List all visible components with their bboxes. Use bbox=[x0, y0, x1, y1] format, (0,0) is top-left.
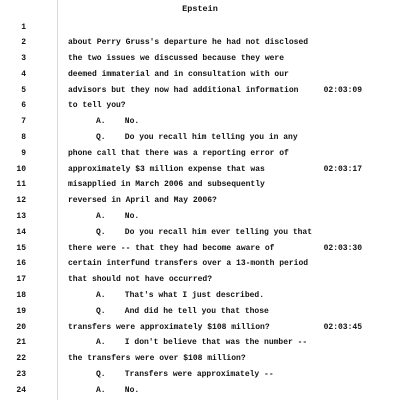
line-number: 15 bbox=[16, 243, 26, 253]
line-number: 6 bbox=[21, 101, 26, 111]
line-number: 7 bbox=[21, 117, 26, 127]
transcript-line bbox=[0, 256, 400, 272]
line-text: there were -- that they had become aware of bbox=[68, 243, 275, 253]
transcript-line bbox=[0, 83, 400, 99]
timestamp: 02:03:45 bbox=[323, 322, 362, 332]
line-text: Q. Do you recall him ever telling you that bbox=[96, 227, 313, 237]
transcript-line bbox=[0, 193, 400, 209]
transcript-line bbox=[0, 335, 400, 351]
transcript-line bbox=[0, 320, 400, 336]
line-text: the two issues we discussed because they were bbox=[68, 54, 285, 64]
line-number: 5 bbox=[21, 85, 26, 95]
line-number: 2 bbox=[21, 38, 26, 48]
line-text: A. I don't believe that was the number -- bbox=[96, 338, 308, 348]
line-text: transfers were approximately $108 million? bbox=[68, 322, 270, 332]
line-number: 12 bbox=[16, 196, 26, 206]
line-number: 21 bbox=[16, 338, 26, 348]
transcript-line bbox=[0, 20, 400, 36]
transcript-lines bbox=[0, 20, 400, 399]
line-number: 9 bbox=[21, 148, 26, 158]
timestamp: 02:03:30 bbox=[323, 243, 362, 253]
line-text: reversed in April and May 2006? bbox=[68, 196, 217, 206]
transcript-line bbox=[0, 225, 400, 241]
line-text: A. No. bbox=[96, 212, 140, 222]
transcript-line bbox=[0, 98, 400, 114]
line-number: 24 bbox=[16, 385, 26, 395]
page-header: Epstein bbox=[182, 4, 218, 14]
line-number: 13 bbox=[16, 212, 26, 222]
timestamp: 02:03:09 bbox=[323, 85, 362, 95]
transcript-line bbox=[0, 35, 400, 51]
transcript-line bbox=[0, 67, 400, 83]
line-text: misapplied in March 2006 and subsequently bbox=[68, 180, 265, 190]
line-number: 18 bbox=[16, 291, 26, 301]
line-text: A. No. bbox=[96, 385, 140, 395]
transcript-line bbox=[0, 272, 400, 288]
line-number: 14 bbox=[16, 227, 26, 237]
line-number: 11 bbox=[16, 180, 26, 190]
line-text: approximately $3 million expense that was bbox=[68, 164, 265, 174]
line-text: deemed immaterial and in consultation with our bbox=[68, 69, 289, 79]
transcript-line bbox=[0, 288, 400, 304]
line-number: 23 bbox=[16, 370, 26, 380]
line-number: 1 bbox=[21, 22, 26, 32]
line-text: to tell you? bbox=[68, 101, 126, 111]
line-number: 8 bbox=[21, 133, 26, 143]
line-number: 20 bbox=[16, 322, 26, 332]
transcript-line bbox=[0, 146, 400, 162]
transcript-line bbox=[0, 162, 400, 178]
transcript-line bbox=[0, 367, 400, 383]
transcript-line bbox=[0, 304, 400, 320]
transcript-line bbox=[0, 114, 400, 130]
line-text: certain interfund transfers over a 13-month period bbox=[68, 259, 309, 269]
line-text: Q. Transfers were approximately -- bbox=[96, 370, 274, 380]
line-text: that should not have occurred? bbox=[68, 275, 213, 285]
transcript-line bbox=[0, 383, 400, 399]
line-number: 10 bbox=[16, 164, 26, 174]
transcript-line bbox=[0, 177, 400, 193]
line-number: 22 bbox=[16, 354, 26, 364]
line-number: 19 bbox=[16, 306, 26, 316]
line-text: the transfers were over $108 million? bbox=[68, 354, 246, 364]
transcript-line bbox=[0, 241, 400, 257]
line-text: advisors but they now had additional information bbox=[68, 85, 299, 95]
transcript-line bbox=[0, 130, 400, 146]
line-text: about Perry Gruss's departure he had not disclosed bbox=[68, 38, 309, 48]
transcript-line bbox=[0, 351, 400, 367]
line-text: Q. Do you recall him telling you in any bbox=[96, 133, 298, 143]
line-number: 17 bbox=[16, 275, 26, 285]
line-text: A. That's what I just described. bbox=[96, 291, 265, 301]
line-number: 4 bbox=[21, 69, 26, 79]
transcript-line bbox=[0, 209, 400, 225]
transcript-line bbox=[0, 51, 400, 67]
line-text: A. No. bbox=[96, 117, 140, 127]
line-number: 3 bbox=[21, 54, 26, 64]
line-number: 16 bbox=[16, 259, 26, 269]
timestamp: 02:03:17 bbox=[323, 164, 362, 174]
line-text: Q. And did he tell you that those bbox=[96, 306, 269, 316]
line-text: phone call that there was a reporting error of bbox=[68, 148, 289, 158]
